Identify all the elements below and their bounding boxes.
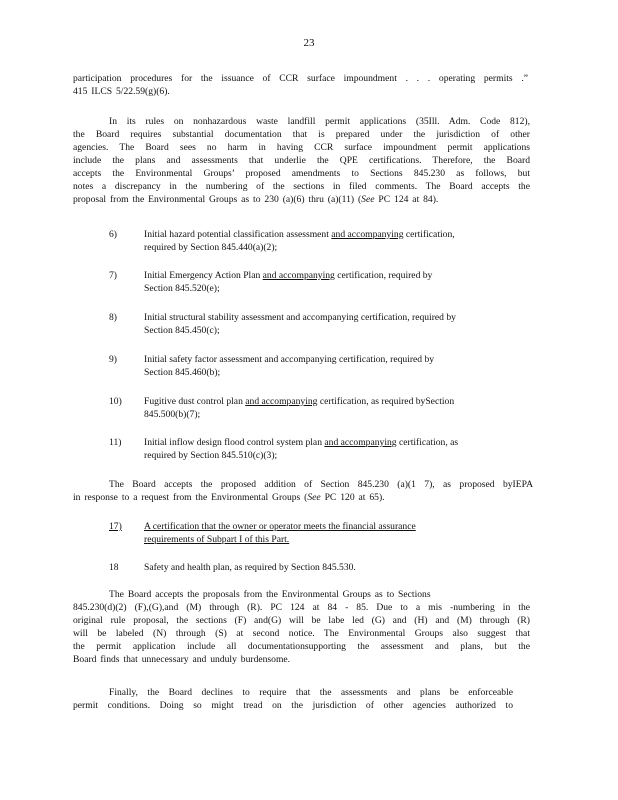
text-line: 845.500(b)(7);: [144, 409, 201, 420]
text-run: PC 124 at 84).: [374, 194, 439, 205]
text-run: certification,: [403, 229, 455, 240]
item-number: 7): [109, 270, 117, 281]
text-line: Board finds that unnecessary and unduly burdensome.: [73, 654, 291, 665]
item-text: [144, 311, 529, 337]
paragraph-accepts: [73, 588, 530, 666]
text-line: Initial safety factor assessment and accompanying certification, required by: [144, 354, 435, 365]
text-line: Section 845.520(e);: [144, 283, 220, 294]
inserted-text: and accompanying: [262, 270, 335, 281]
text-line: will be labeled (N) through (S) at second notice. The Environmental Groups also suggest that: [73, 628, 530, 639]
text-line: requirements of Subpart I of this Part.: [144, 534, 290, 545]
text-run: Fugitive dust control plan: [144, 396, 246, 407]
text-line: permit conditions. Doing so might tread on the jurisdiction of other agencies authorized to: [73, 700, 513, 711]
text-run: certification, as required bySection: [317, 396, 455, 407]
item-text: [144, 436, 529, 462]
text-line: agencies. The Board sees no harm in having CCR surface impoundment permit applications: [73, 142, 530, 153]
item-text: [144, 353, 529, 379]
text-line: notes a discrepancy in the numbering of the sections in filed comments. The Board accepts the: [73, 181, 530, 192]
text-line: the Board requires substantial documentation that is prepared under the jurisdiction of other: [73, 129, 530, 140]
item-text: [144, 269, 529, 295]
item-number: 11): [109, 437, 122, 448]
text-line: participation procedures for the issuance of CCR surface impoundment . . . operating permits .”: [73, 73, 528, 84]
citation-see: See: [361, 194, 375, 205]
item-number: 8): [109, 312, 117, 323]
inserted-text: and accompanying: [324, 437, 397, 448]
item-number: 6): [109, 229, 117, 240]
item-number: 9): [109, 354, 117, 365]
text-line: The Board accepts the proposed addition of Section 845.230 (a)(1 7), as proposed byIEPA: [109, 479, 533, 490]
item-text: [144, 228, 529, 254]
paragraph-top: [73, 72, 528, 98]
text-line: [73, 193, 530, 206]
paragraph-rules: [73, 115, 530, 206]
item-number: 10): [109, 396, 122, 407]
text-run: Initial Emergency Action Plan: [144, 270, 263, 281]
paragraph-iepa: [73, 478, 533, 504]
text-run: Initial hazard potential classification assessment: [144, 229, 332, 240]
text-line: The Board accepts the proposals from the Environmental Groups as to Sections: [109, 589, 431, 600]
text-line: [73, 491, 533, 504]
item-text: [144, 561, 529, 574]
text-line: required by Section 845.510(c)(3);: [144, 450, 278, 461]
inserted-text: and accompanying: [331, 229, 404, 240]
text-line: A certification that the owner or operator meets the financial assurance: [144, 521, 416, 532]
text-line: 845.230(d)(2) (F),(G),and (M) through (R). PC 124 at 84 - 85. Due to a mis -numbering in the: [73, 602, 530, 613]
text-line: In its rules on nonhazardous waste landfill permit applications (35Ill. Adm. Code 812),: [109, 116, 530, 127]
text-run: PC 120 at 65).: [320, 492, 385, 503]
text-line: the permit application include all documentationsupporting the assessment and plans, but the: [73, 641, 530, 652]
item-number: 18: [109, 562, 119, 573]
text-line: accepts the Environmental Groups’ proposed amendments to Sections 845.230 as follows, but: [73, 168, 530, 179]
text-run: Initial inflow design flood control system plan: [144, 437, 325, 448]
text-line: Finally, the Board declines to require that the assessments and plans be enforceable: [109, 687, 513, 698]
text-run: proposal from the Environmental Groups as to 230 (a)(6) thru (a)(11) (: [73, 194, 362, 205]
page-number: 23: [303, 37, 315, 49]
item-text: [144, 520, 529, 546]
text-line: Safety and health plan, as required by Section 845.530.: [144, 562, 356, 573]
text-line: 415 ILCS 5/22.59(g)(6).: [73, 86, 170, 97]
citation-see: See: [307, 492, 321, 503]
inserted-text: and accompanying: [245, 396, 318, 407]
item-number: 17): [109, 521, 122, 532]
text-line: Initial structural stability assessment and accompanying certification, required by: [144, 312, 456, 323]
text-line: include the plans and assessments that underlie the QPE certifications. Therefore, the Board: [73, 155, 530, 166]
text-line: Section 845.450(c);: [144, 325, 220, 336]
text-line: original rule proposal, the sections (F) and(G) will be labe led (G) and (H) and (M) through (R): [73, 615, 530, 626]
text-run: certification, as: [396, 437, 459, 448]
text-line: required by Section 845.440(a)(2);: [144, 242, 278, 253]
paragraph-finally: [73, 686, 513, 712]
item-text: [144, 395, 529, 421]
text-run: in response to a request from the Environmental Groups (: [73, 492, 308, 503]
text-run: certification, required by: [334, 270, 433, 281]
text-line: Section 845.460(b);: [144, 367, 221, 378]
